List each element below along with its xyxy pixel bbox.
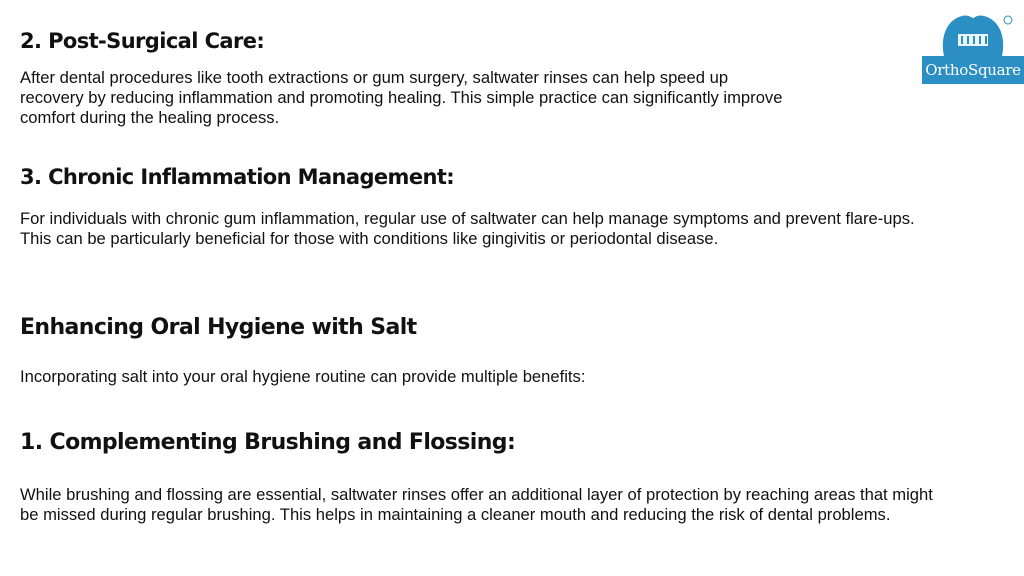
tooth-icon (922, 8, 1024, 58)
section-body: For individuals with chronic gum inflammation, regular use of saltwater can help manage symptoms and prevent flare-ups. This can be particularly beneficial for those with conditions like gingivitis or periodontal disease. (20, 209, 915, 248)
section-heading: 2. Post-Surgical Care: (20, 29, 265, 53)
section-complementing-brushing (20, 430, 950, 525)
section-body: After dental procedures like tooth extractions or gum surgery, saltwater rinses can help speed up recovery by reducing inflammation and promoting healing. This simple practice can significantly improve comfort during the healing process. (20, 68, 783, 127)
section-heading: 1. Complementing Brushing and Flossing: (20, 430, 516, 455)
section-post-surgical-care (20, 29, 790, 128)
orthosquare-logo (922, 8, 1024, 78)
logo-wordmark: OrthoSquare (922, 56, 1024, 84)
section-heading: Enhancing Oral Hygiene with Salt (20, 315, 417, 340)
section-heading: 3. Chronic Inflammation Management: (20, 165, 455, 189)
section-body: Incorporating salt into your oral hygiene routine can provide multiple benefits: (20, 367, 586, 386)
section-body: While brushing and flossing are essential, saltwater rinses offer an additional layer of protection by reaching areas that might be missed during regular brushing. This helps in maintaining a cleaner mouth and reducing the risk of dental problems. (20, 485, 933, 524)
section-enhancing-oral-hygiene (20, 315, 920, 387)
section-chronic-inflammation (20, 165, 920, 249)
